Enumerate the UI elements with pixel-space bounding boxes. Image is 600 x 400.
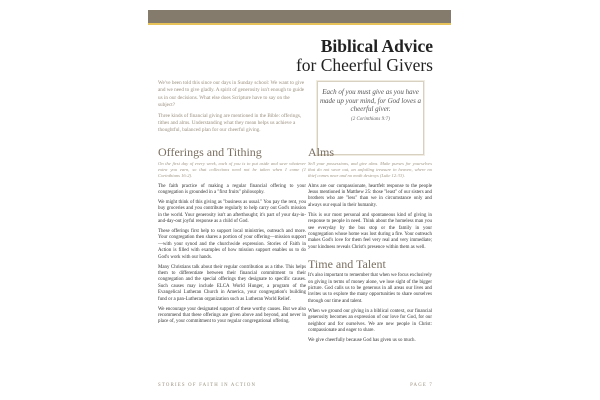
footer-publication-name: STORIES OF FAITH IN ACTION bbox=[158, 383, 257, 388]
intro-paragraph: We've been told this since our days in Sunday school: We want to give and we need to give gladly. A spirit of generosity isn't enough to guide us in our decisions. What else does Scripture have to say on the subject? bbox=[158, 80, 305, 109]
section-body bbox=[308, 184, 432, 252]
body-paragraph: These offerings first help to support local ministries, outreach and more. Your congregation then shares a portion of your offering—mission support—with your synod and the churchwide expression. Stories of Faith in Action is filled with examples of how mission support enables us to do God's work with our hands. bbox=[158, 229, 306, 260]
title-line-1: Biblical Advice bbox=[320, 36, 433, 56]
body-paragraph: Alms are our compassionate, heartfelt response to the people Jesus mentioned in Matthew 25: those "least" of our sisters and brothers who are "less" than we in circumstance only and always our equal in their humanity. bbox=[308, 183, 432, 208]
body-paragraph: The faith practice of making a regular financial offering to your congregation is grounded in a "first fruits" philosophy. bbox=[158, 183, 306, 196]
body-paragraph: It's also important to remember that when we focus exclusively on giving in terms of money alone, we lose sight of the bigger picture. God calls us to be generous in all areas our lives and invites us to explore the many opportunities to share ourselves through our time and talent. bbox=[308, 273, 432, 304]
body-paragraph: We give cheerfully because God has given us so much. bbox=[308, 337, 416, 343]
body-paragraph: Many Christians talk about their regular contribution as a tithe. This helps them to differentiate between their financial commitment to their congregation and the special offerings they designate to specific causes. Such causes may include ELCA World Hunger, a program of the Evangelical Lutheran Church in America, your congregation's building fund or a pan-Lutheran organization such as Lutheran World Relief. bbox=[158, 264, 306, 302]
section-heading-time-talent: Time and Talent bbox=[308, 257, 386, 272]
body-paragraph: When we ground our giving in a biblical context, our financial generosity becomes an expression of our love for God, for our neighbor and for ourselves. We are new people in Christ: compassionate and eager to share. bbox=[308, 308, 432, 333]
title-line-2: for Cheerful Givers bbox=[295, 54, 433, 75]
footer-page-number: PAGE 7 bbox=[410, 383, 433, 388]
header-accent-line bbox=[148, 23, 451, 25]
body-paragraph: This is our most personal and spontaneous kind of giving in response to people in need. Think about the homeless man you see everyday by the bus stop or the family in your congregation whose home was lost during a fire. Your outreach makes God's love for them feel very real and very immediate; your kindness reveals Christ's presence within them as well. bbox=[308, 212, 432, 250]
left-column bbox=[158, 146, 306, 329]
intro-paragraph: Three kinds of financial giving are mentioned in the Bible: offerings, tithes and alms. Understanding what they mean helps us achieve a thoughtful, balanced plan for our cheerful giving. bbox=[158, 112, 302, 134]
body-paragraph: We might think of this giving as "business as usual." You pay the rent, you buy groceries and you contribute regularly to help carry out God's mission in the world. Your generosity isn't an afterthought; it's part of your day-in-and-day-out joyful response as a child of God. bbox=[158, 199, 306, 225]
scripture-quote: Sell your possessions, and give alms. Make purses for yourselves that do not wear out, an unfailing treasure in heaven, where no thief comes near and no moth destroys (Luke 12:33). bbox=[308, 161, 432, 179]
section-heading-alms: Alms bbox=[308, 145, 335, 159]
document-page bbox=[148, 0, 451, 400]
header-bar bbox=[148, 10, 451, 23]
scripture-quote: On the first day of every week, each of you is to put aside and save whatever extra you earn, so that collections need not be taken when I come (1 Corinthians 16:2). bbox=[158, 161, 306, 179]
section-body bbox=[308, 273, 432, 344]
pull-quote bbox=[317, 81, 424, 155]
section-body bbox=[158, 184, 306, 326]
quote-text: Each of you must give as you have made up your mind, for God loves a cheerful giver. bbox=[319, 88, 422, 114]
quote-citation: (2 Corinthians 9:7) bbox=[351, 116, 390, 122]
page-title bbox=[296, 38, 433, 74]
section-heading-offerings: Offerings and Tithing bbox=[158, 145, 262, 159]
intro-text bbox=[158, 80, 306, 138]
right-column bbox=[308, 146, 432, 348]
body-paragraph: We encourage your designated support of these worthy causes. But we also recommend that these offerings are given above and beyond, and never in place of, your commitment to your regular congregational offering. bbox=[158, 306, 306, 325]
